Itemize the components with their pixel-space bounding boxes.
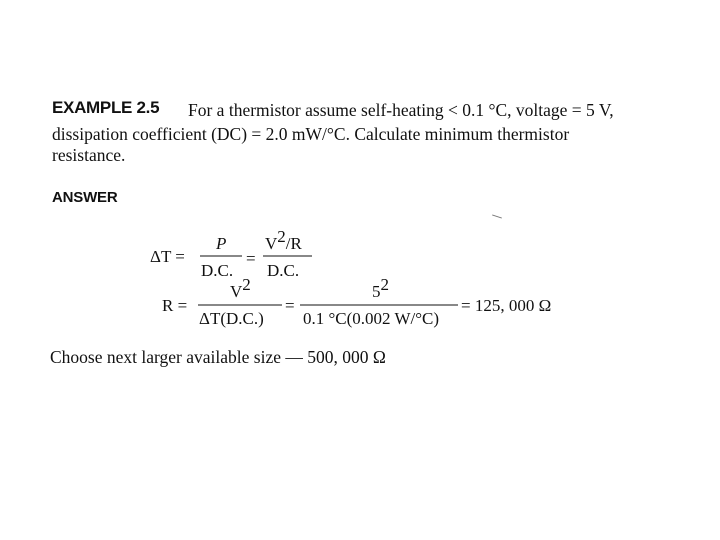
answer-label: ANSWER — [52, 189, 118, 206]
equation-2-frac2-numerator: 52 — [372, 275, 389, 301]
equation-1-frac1-denominator: D.C. — [201, 261, 234, 280]
problem-text-line-3: resistance. — [52, 145, 126, 165]
equation-2-equals: = — [285, 296, 295, 315]
equation-2-result: = 125, 000 Ω — [461, 296, 552, 315]
equation-2-frac2-denominator: 0.1 °C(0.002 W/°C) — [303, 309, 440, 328]
equation-1-lhs: ΔT = — [150, 247, 185, 266]
equation-2-frac1-numerator: V2 — [230, 275, 251, 301]
equation-1-frac1-numerator: P — [216, 234, 227, 253]
equation-1-frac2-numerator: V2/R — [265, 227, 302, 253]
conclusion-text: Choose next larger available size — 500, 000 Ω — [50, 347, 386, 367]
equation-2-lhs: R = — [162, 296, 188, 315]
problem-text-line-2: dissipation coefficient (DC) = 2.0 mW/°C. Calculate minimum thermistor — [52, 124, 570, 144]
equation-1-equals: = — [246, 249, 256, 268]
equation-2-frac1-denominator: ΔT(D.C.) — [199, 309, 264, 328]
problem-text-line-1: For a thermistor assume self-heating < 0.1 °C, voltage = 5 V, — [188, 100, 614, 120]
equation-delta-t — [150, 227, 312, 280]
example-label: EXAMPLE 2.5 — [52, 98, 160, 117]
equation-1-frac2-denominator: D.C. — [267, 261, 300, 280]
equation-resistance — [162, 275, 551, 328]
